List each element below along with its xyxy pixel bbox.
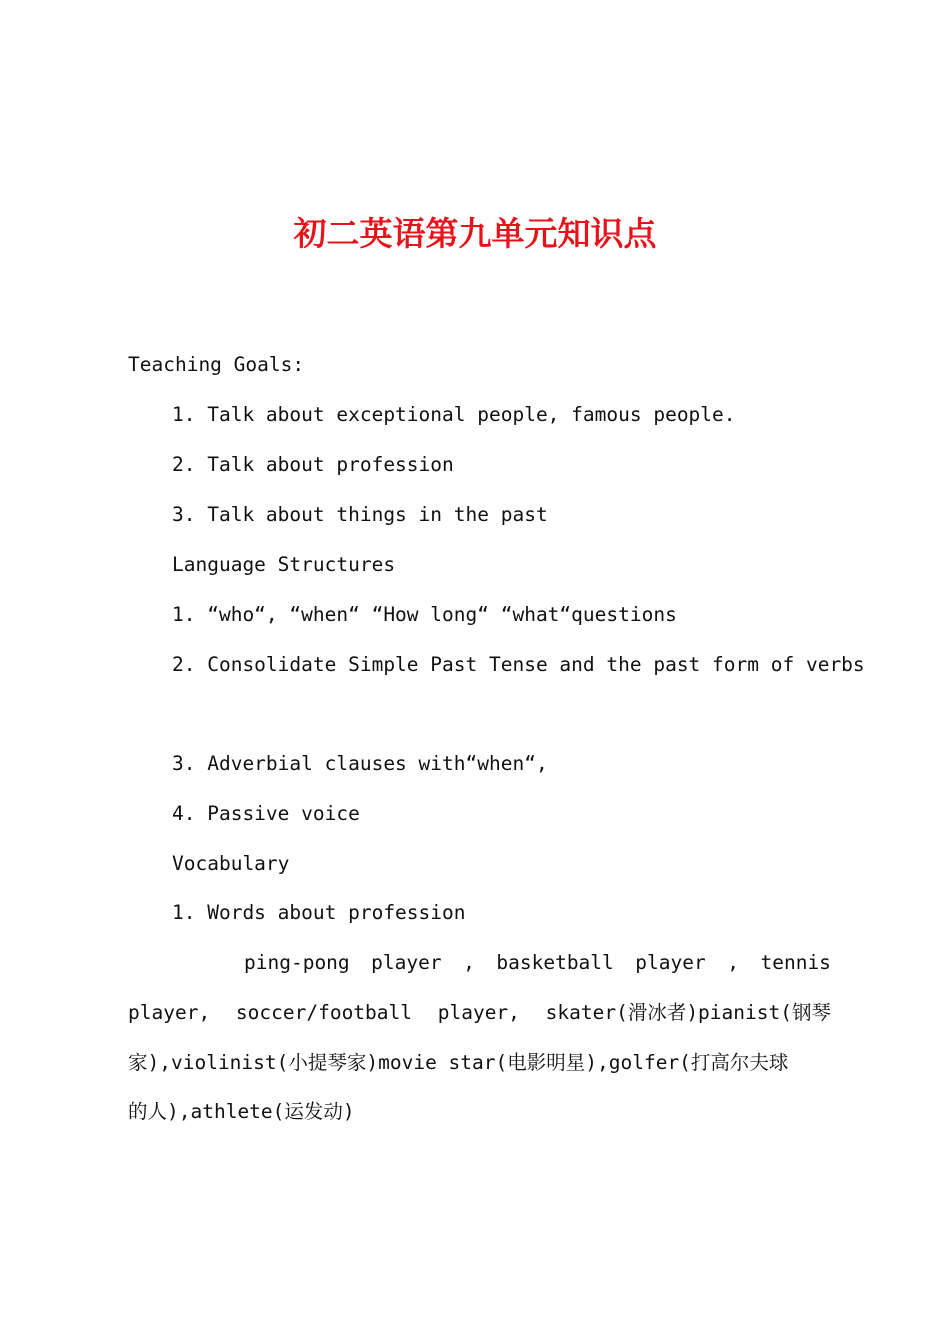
- section-heading-teaching-goals: Teaching Goals:: [128, 353, 305, 376]
- paragraph-word: player: [635, 951, 706, 974]
- paragraph-word: skater(滑冰者)pianist(钢琴: [545, 1001, 831, 1024]
- paragraph-word: player,: [128, 1001, 211, 1024]
- section-heading-language-structures: Language Structures: [172, 553, 396, 576]
- structure-item-1: 1. “who“, “when“ “How long“ “what“questions: [172, 603, 677, 626]
- section-heading-vocabulary: Vocabulary: [172, 852, 290, 875]
- structure-item-3: 3. Adverbial clauses with“when“,: [172, 752, 548, 775]
- goal-item-2: 2. Talk about profession: [172, 453, 454, 476]
- goal-item-3: 3. Talk about things in the past: [172, 503, 548, 526]
- paragraph-word: soccer/football: [235, 1001, 413, 1024]
- structure-item-4: 4. Passive voice: [172, 802, 360, 825]
- paragraph-word: ,: [463, 951, 475, 974]
- paragraph-word: basketball: [496, 951, 614, 974]
- paragraph-row-1: [244, 948, 831, 978]
- paragraph-row-3: 家),violinist(小提琴家)movie star(电影明星),golfer(打高尔夫球: [128, 1051, 789, 1074]
- paragraph-word: ,: [727, 951, 739, 974]
- paragraph-row-2: [128, 998, 831, 1028]
- paragraph-word: player: [371, 951, 442, 974]
- goal-item-1: 1. Talk about exceptional people, famous people.: [172, 403, 736, 426]
- structure-item-2: 2. Consolidate Simple Past Tense and the past form of verbs: [172, 653, 865, 676]
- paragraph-word: tennis: [760, 951, 831, 974]
- vocabulary-item-1: 1. Words about profession: [172, 901, 466, 924]
- document-title: 初二英语第九单元知识点: [293, 214, 657, 253]
- paragraph-row-4: 的人),athlete(运发动): [128, 1100, 355, 1123]
- paragraph-word: player,: [437, 1001, 520, 1024]
- paragraph-word: ping-pong: [244, 951, 350, 974]
